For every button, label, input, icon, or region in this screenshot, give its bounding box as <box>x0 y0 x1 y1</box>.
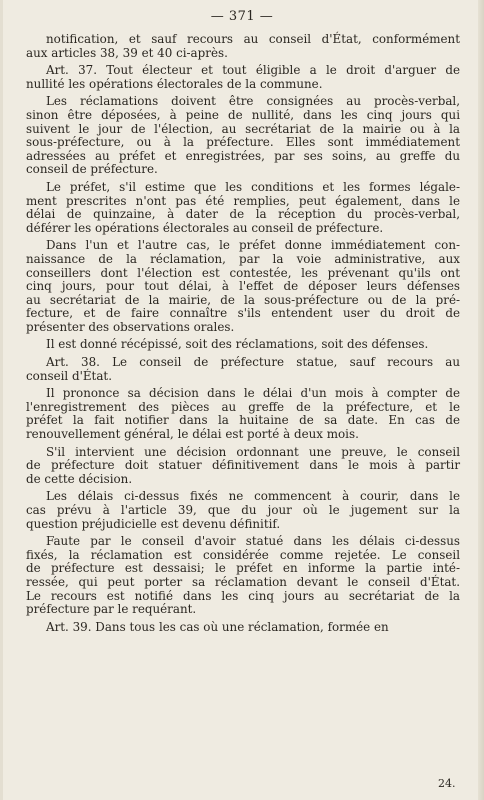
text-line: conseil d'État. <box>26 368 112 383</box>
paragraph <box>26 64 460 91</box>
text-line: sous-préfecture, ou à la préfecture. Elles sont immédiatement <box>26 135 460 150</box>
text-line: Faute par le conseil d'avoir statué dans les délais ci-dessus <box>46 534 460 549</box>
text-line: naissance de la réclamation, par la voie administrative, aux <box>26 251 460 266</box>
text-line: Le recours est notifié dans les cinq jours au secrétariat de la <box>26 588 460 603</box>
text-line: préfet la fait notifier dans la huitaine de sa date. En cas de <box>26 413 460 428</box>
signature-mark: 24. <box>438 777 456 790</box>
text-line: au secrétariat de la mairie, de la sous-préfecture ou de la pré- <box>26 292 460 307</box>
paragraph <box>26 239 460 334</box>
text-line: préfecture par le requérant. <box>26 602 197 617</box>
text-line: conseillers dont l'élection est contestée, les prévenant qu'ils ont <box>26 265 460 280</box>
text-line: de préfecture doit statuer définitivement dans le mois à partir <box>26 458 460 473</box>
text-line: Art. 38. Le conseil de préfecture statue, sauf recours au <box>46 355 460 370</box>
text-line: renouvellement général, le délai est porté à deux mois. <box>26 427 359 442</box>
paragraph <box>26 490 460 531</box>
text-line: Art. 37. Tout électeur et tout éligible a le droit d'arguer de <box>46 63 460 78</box>
text-line: suivent le jour de l'élection, au secrétariat de la mairie ou à la <box>26 121 460 136</box>
paragraph <box>26 33 460 60</box>
text-line: cas prévu à l'article 39, que du jour où le jugement sur la <box>26 503 460 517</box>
text-line: Le préfet, s'il estime que les conditions et les formes légale- <box>46 179 460 194</box>
text-line: aux articles 38, 39 et 40 ci-après. <box>26 45 228 60</box>
body-text <box>26 33 460 634</box>
text-line: l'enregistrement des pièces au greffe de la préfecture, et le <box>26 399 460 414</box>
text-line: question préjudicielle est devenu définitif. <box>26 516 281 531</box>
text-line: présenter des observations orales. <box>26 319 235 334</box>
text-line: ressée, qui peut porter sa réclamation devant le conseil d'État. <box>26 574 460 589</box>
text-line: Art. 39. Dans tous les cas où une réclamation, formée en <box>46 619 389 634</box>
paragraph <box>26 338 460 352</box>
text-line: délai de quinzaine, à dater de la réception du procès-verbal, <box>26 207 460 222</box>
text-line: de préfecture est dessaisi; le préfet en informe la partie inté- <box>26 561 460 576</box>
text-line: Il est donné récépissé, soit des réclamations, soit des défenses. <box>46 337 429 352</box>
text-line: cinq jours, pour tout délai, à l'effet de déposer leurs défenses <box>26 279 460 294</box>
text-line: fixés, la réclamation est considérée comme rejetée. Le conseil <box>26 547 460 562</box>
text-line: déférer les opérations électorales au conseil de préfecture. <box>26 220 384 235</box>
text-line: notification, et sauf recours au conseil d'État, conformément <box>46 32 460 46</box>
paragraph <box>26 95 460 177</box>
paragraph <box>26 181 460 235</box>
page-number: — 371 — <box>210 9 274 24</box>
text-line: nullité les opérations électorales de la commune. <box>26 76 323 91</box>
page-left-edge <box>0 0 3 800</box>
text-line: adressées au préfet et enregistrées, par ses soins, au greffe du <box>26 148 460 163</box>
text-line: sinon être déposées, à peine de nullité, dans les cinq jours qui <box>26 107 460 122</box>
paragraph <box>26 356 460 383</box>
text-line: S'il intervient une décision ordonnant une preuve, le conseil <box>46 444 460 459</box>
page-right-edge <box>478 0 484 800</box>
paragraph <box>26 621 460 635</box>
text-line: Dans l'un et l'autre cas, le préfet donne immédiatement con- <box>46 238 460 253</box>
text-line: conseil de préfecture. <box>26 162 158 177</box>
text-line: fecture, et de faire connaître s'ils entendent user du droit de <box>26 306 460 321</box>
text-line: Il prononce sa décision dans le délai d'un mois à compter de <box>46 386 460 401</box>
paragraph <box>26 387 460 441</box>
text-line: Les délais ci-dessus fixés ne commencent à courir, dans le <box>46 489 460 504</box>
text-line: de cette décision. <box>26 471 133 486</box>
text-line: ment prescrites n'ont pas été remplies, peut également, dans le <box>26 193 460 208</box>
paragraph <box>26 535 460 617</box>
text-line: Les réclamations doivent être consignées au procès-verbal, <box>46 94 460 109</box>
paragraph <box>26 446 460 487</box>
